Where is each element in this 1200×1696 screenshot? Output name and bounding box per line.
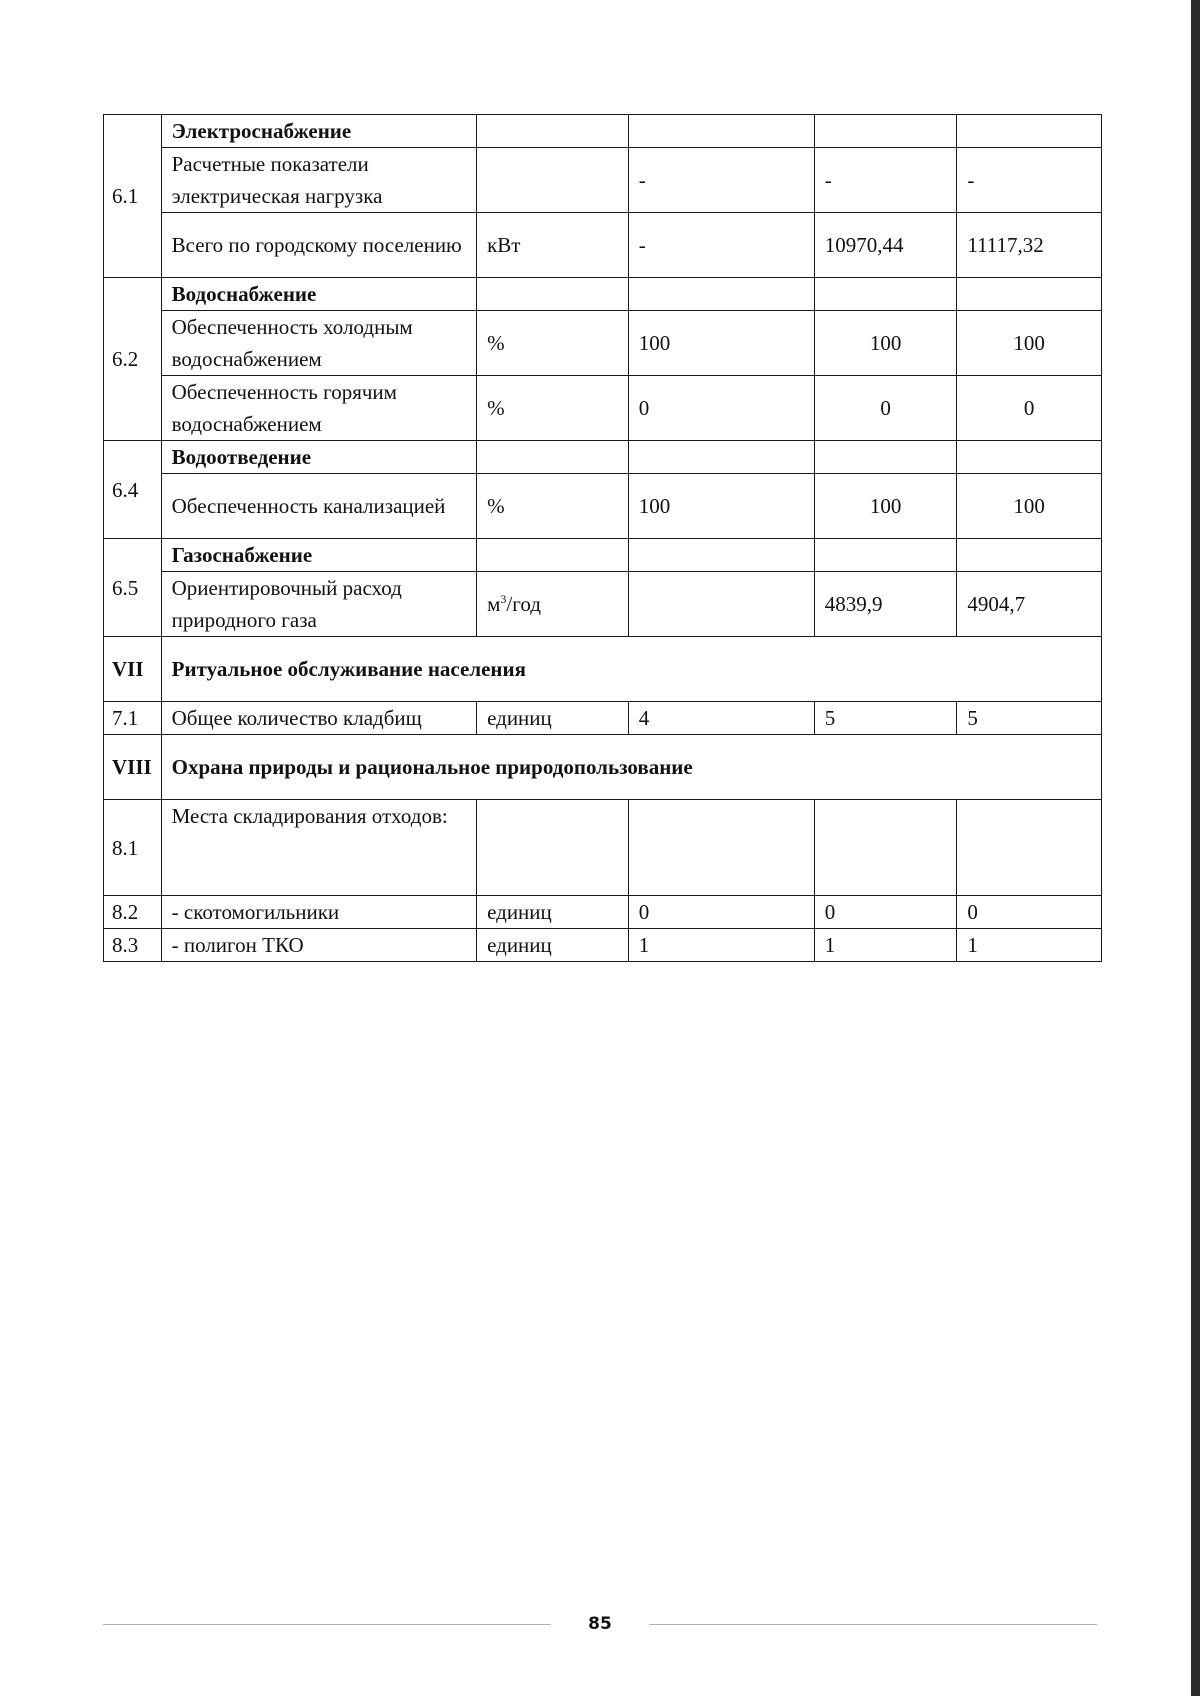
value-cell (814, 278, 957, 311)
value-cell (957, 539, 1102, 572)
table-row (104, 637, 1102, 702)
row-number: 7.1 (104, 702, 162, 735)
value-cell (628, 115, 814, 148)
indicator-name: Места складирования отходов: (161, 800, 476, 896)
page-number: 85 (588, 1614, 612, 1634)
unit-cell: % (477, 474, 629, 539)
value-cell: 4904,7 (957, 572, 1102, 637)
value-cell: 0 (628, 896, 814, 929)
value-cell: 100 (957, 311, 1102, 376)
value-cell (628, 800, 814, 896)
indicator-name: - скотомогильники (161, 896, 476, 929)
table-row (104, 148, 1102, 213)
table-row (104, 572, 1102, 637)
indicators-table (103, 114, 1102, 962)
value-cell: 100 (814, 474, 957, 539)
indicator-name: Обеспеченность горячим водоснабжением (161, 376, 476, 441)
unit-superscript: 3 (500, 592, 507, 606)
value-cell: 4 (628, 702, 814, 735)
table-row (104, 702, 1102, 735)
value-cell: 5 (957, 702, 1102, 735)
footer-divider-left (103, 1624, 551, 1625)
table-row (104, 800, 1102, 896)
value-cell (957, 800, 1102, 896)
footer-divider-right (649, 1624, 1097, 1625)
value-cell: 10970,44 (814, 213, 957, 278)
section-number: VIII (104, 735, 162, 800)
value-cell (814, 115, 957, 148)
section-header: Водоснабжение (161, 278, 476, 311)
unit-base: м (487, 592, 501, 616)
value-cell: 0 (814, 376, 957, 441)
row-number: 8.1 (104, 800, 162, 896)
value-cell: 11117,32 (957, 213, 1102, 278)
table-row (104, 474, 1102, 539)
row-number: 6.4 (104, 441, 162, 539)
section-header: Электроснабжение (161, 115, 476, 148)
value-cell: 1 (628, 929, 814, 962)
value-cell: - (814, 148, 957, 213)
table-row (104, 896, 1102, 929)
unit-cell: единиц (477, 929, 629, 962)
value-cell: - (628, 213, 814, 278)
section-header: Водоотведение (161, 441, 476, 474)
unit-rest: /год (506, 592, 541, 616)
value-cell (628, 278, 814, 311)
page-footer (103, 1612, 1097, 1636)
value-cell: 100 (814, 311, 957, 376)
value-cell (628, 572, 814, 637)
indicator-name: Всего по городскому поселению (161, 213, 476, 278)
value-cell: 5 (814, 702, 957, 735)
table-row (104, 441, 1102, 474)
unit-cell (477, 800, 629, 896)
value-cell (628, 539, 814, 572)
indicator-name: Общее количество кладбищ (161, 702, 476, 735)
value-cell: - (957, 148, 1102, 213)
row-number: 6.2 (104, 278, 162, 441)
row-number: 6.5 (104, 539, 162, 637)
value-cell: 100 (957, 474, 1102, 539)
unit-cell (477, 441, 629, 474)
table-row (104, 539, 1102, 572)
indicator-name: Обеспеченность канализацией (161, 474, 476, 539)
unit-cell (477, 572, 629, 637)
value-cell (628, 441, 814, 474)
value-cell: 0 (957, 896, 1102, 929)
unit-cell (477, 148, 629, 213)
value-cell: 0 (957, 376, 1102, 441)
indicator-name: Ориентировочный расход природного газа (161, 572, 476, 637)
unit-cell: % (477, 311, 629, 376)
section-title: Охрана природы и рациональное природопользование (161, 735, 1101, 800)
section-header: Газоснабжение (161, 539, 476, 572)
value-cell (814, 441, 957, 474)
unit-cell (477, 115, 629, 148)
table-row (104, 735, 1102, 800)
value-cell: 4839,9 (814, 572, 957, 637)
value-cell (957, 278, 1102, 311)
value-cell: 0 (628, 376, 814, 441)
row-number: 6.1 (104, 115, 162, 278)
unit-cell: единиц (477, 896, 629, 929)
unit-cell (477, 278, 629, 311)
table-row (104, 376, 1102, 441)
unit-cell: единиц (477, 702, 629, 735)
page-edge (1191, 0, 1200, 1696)
value-cell (957, 441, 1102, 474)
unit-cell: % (477, 376, 629, 441)
indicator-name: - полигон ТКО (161, 929, 476, 962)
value-cell: 1 (957, 929, 1102, 962)
table-row (104, 311, 1102, 376)
value-cell (814, 800, 957, 896)
unit-cell (477, 539, 629, 572)
value-cell: 100 (628, 311, 814, 376)
table-row (104, 115, 1102, 148)
table-row (104, 213, 1102, 278)
value-cell: - (628, 148, 814, 213)
section-number: VII (104, 637, 162, 702)
section-title: Ритуальное обслуживание населения (161, 637, 1101, 702)
value-cell: 0 (814, 896, 957, 929)
indicator-name: Расчетные показатели электрическая нагрузка (161, 148, 476, 213)
row-number: 8.2 (104, 896, 162, 929)
value-cell (957, 115, 1102, 148)
value-cell: 1 (814, 929, 957, 962)
row-number: 8.3 (104, 929, 162, 962)
value-cell: 100 (628, 474, 814, 539)
table-row (104, 278, 1102, 311)
value-cell (814, 539, 957, 572)
table-row (104, 929, 1102, 962)
indicator-name: Обеспеченность холодным водоснабжением (161, 311, 476, 376)
unit-cell: кВт (477, 213, 629, 278)
